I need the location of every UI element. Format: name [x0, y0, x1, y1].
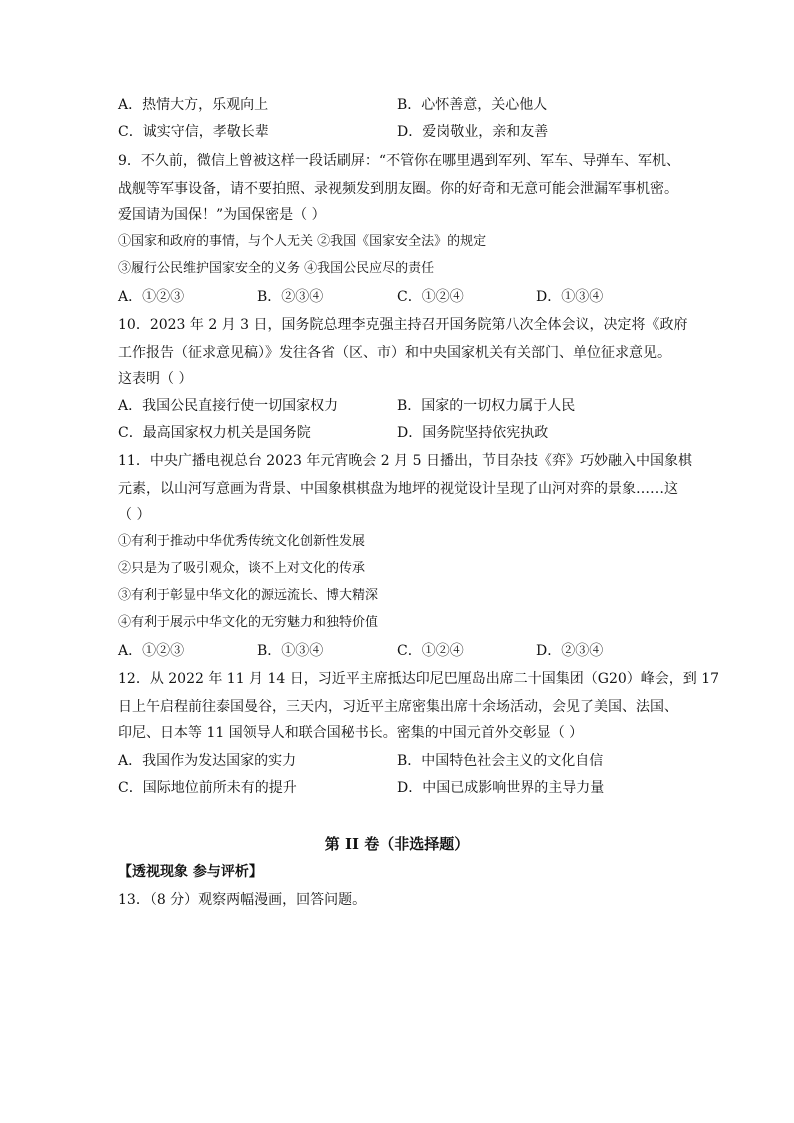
q10-option-d: D．国务院坚持依宪执政	[397, 425, 549, 441]
q11-stem-line2: 元素，以山河写意画为背景、中国象棋棋盘为地坪的视觉设计呈现了山河对弈的景象……这	[118, 481, 678, 497]
q9-option-c: C．①②④	[397, 289, 464, 305]
q9-statement-3-4: ③履行公民维护国家安全的义务 ④我国公民应尽的责任	[118, 261, 435, 276]
q8-option-a: A．热情大方，乐观向上	[118, 97, 269, 113]
q12-stem-line3: 印尼、日本等 11 国领导人和联合国秘书长。密集的中国元首外交彰显（ ）	[118, 725, 584, 741]
q10-stem-line2: 工作报告（征求意见稿）》发往各省（区、市）和中央国家机关有关部门、单位征求意见。	[118, 345, 671, 361]
q11-option-c: C．①②④	[397, 643, 464, 659]
q10-option-c: C．最高国家权力机关是国务院	[118, 425, 311, 441]
q11-stem-line1: 11．中央广播电视总台 2023 年元宵晚会 2 月 5 日播出，节目杂技《弈》巧妙融入中国象棋	[118, 453, 692, 469]
q9-option-b: B．②③④	[257, 289, 324, 305]
q10-stem-line3: 这表明（ ）	[118, 371, 193, 387]
q9-stem-line2: 战舰等军事设备，请不要拍照、录视频发到朋友圈。你的好奇和无意可能会泄漏军事机密。	[118, 181, 678, 197]
q12-option-d: D．中国已成影响世界的主导力量	[397, 780, 605, 796]
q11-statement-3: ③有利于彰显中华文化的源远流长、博大精深	[118, 588, 379, 603]
q8-option-c: C．诚实守信，孝敬长辈	[118, 124, 269, 140]
q12-option-b: B．中国特色社会主义的文化自信	[397, 753, 604, 769]
q11-option-d: D．②③④	[536, 643, 604, 659]
q10-stem-line1: 10．2023 年 2 月 3 日，国务院总理李克强主持召开国务院第八次全体会议，决定将《政府	[118, 317, 688, 333]
q9-option-d: D．①③④	[536, 289, 604, 305]
q9-option-a: A．①②③	[118, 289, 185, 305]
q12-option-a: A．我国作为发达国家的实力	[118, 753, 297, 769]
q11-option-b: B．①③④	[257, 643, 324, 659]
q11-statement-2: ②只是为了吸引观众，谈不上对文化的传承	[118, 561, 366, 576]
q9-statement-1-2: ①国家和政府的事情，与个人无关 ②我国《国家安全法》的规定	[118, 234, 487, 249]
q9-stem-line1: 9．不久前，微信上曾被这样一段话刷屏：“不管你在哪里遇到军列、军车、导弹车、军机、	[118, 153, 681, 169]
q8-option-d: D．爱岗敬业，亲和友善	[397, 124, 549, 140]
q12-stem-line1: 12．从 2022 年 11 月 14 日，习近平主席抵达印尼巴厘岛出席二十国集团（G20）峰会，到 17	[118, 671, 720, 687]
section-title: 第 II 卷（非选择题）	[324, 835, 470, 853]
q12-option-c: C．国际地位前所未有的提升	[118, 780, 297, 796]
q10-option-b: B．国家的一切权力属于人民	[397, 398, 576, 414]
q10-option-a: A．我国公民直接行使一切国家权力	[118, 398, 339, 414]
q8-option-b: B．心怀善意，关心他人	[397, 97, 548, 113]
q12-stem-line2: 日上午启程前往泰国曼谷，三天内，习近平主席密集出席十余场活动，会见了美国、法国、	[118, 699, 678, 715]
q11-stem-line3: （ ）	[118, 507, 151, 523]
q13-stem: 13．（8 分）观察两幅漫画，回答问题。	[118, 892, 367, 908]
section-subheading: 【透视现象 参与评析】	[118, 864, 263, 880]
q9-stem-line3: 爱国请为国保！”为国保密是（ ）	[118, 207, 326, 223]
q11-option-a: A．①②③	[118, 643, 185, 659]
q11-statement-1: ①有利于推动中华优秀传统文化创新性发展	[118, 534, 366, 549]
q11-statement-4: ④有利于展示中华文化的无穷魅力和独特价值	[118, 615, 379, 630]
